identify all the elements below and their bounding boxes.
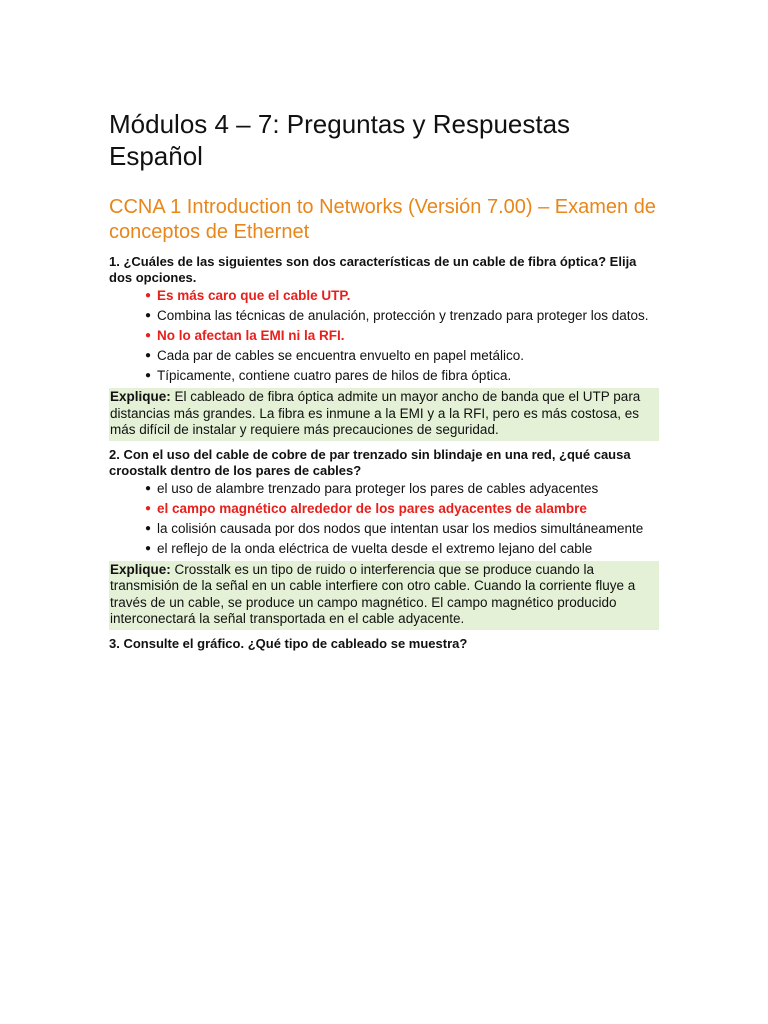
option-item (109, 288, 659, 304)
option-text: Combina las técnicas de anulación, protección y trenzado para proteger los datos. (157, 308, 649, 323)
option-text: el uso de alambre trenzado para proteger los pares de cables adyacentes (157, 480, 599, 496)
option-item (109, 308, 659, 324)
option-item (109, 328, 659, 344)
question-2-text: 2. Con el uso del cable de cobre de par trenzado sin blindaje en una red, ¿qué causa croostalk dentro de los pares de cables? (109, 446, 631, 478)
question-2-options (109, 481, 659, 557)
question-block-2 (109, 447, 659, 630)
bullet-icon: ● (145, 290, 152, 301)
bullet-icon: ● (145, 502, 152, 514)
option-item (109, 541, 659, 557)
question-1-text: 1. ¿Cuáles de las siguientes son dos características de un cable de fibra óptica? Elija dos opciones. (109, 254, 637, 285)
bullet-icon: ● (145, 542, 152, 554)
page-title: Módulos 4 – 7: Preguntas y Respuestas Español (109, 109, 571, 171)
option-text: Es más caro que el cable UTP. (157, 288, 351, 303)
option-item (109, 348, 659, 364)
question-block-1 (109, 254, 659, 441)
question-block-3 (109, 636, 659, 652)
option-text: el reflejo de la onda eléctrica de vuelta desde el extremo lejano del cable (157, 540, 593, 556)
bullet-icon: ● (145, 522, 152, 534)
explanation-box-2 (109, 561, 659, 630)
question-3-text: 3. Consulte el gráfico. ¿Qué tipo de cableado se muestra? (109, 635, 468, 651)
bullet-icon: ● (145, 310, 152, 321)
question-1-options (109, 288, 659, 384)
bullet-icon: ● (145, 482, 152, 494)
explanation-label: Explique: (110, 561, 171, 577)
explanation-text: Crosstalk es un tipo de ruido o interferencia que se produce cuando la transmisión de la señal en un cable interfiere con otro cable. Cuando la corriente fluye a través de un cable, se produce un campo magnético. El campo magnético producido interconectará la señal transportada en el cable adyacente. (110, 561, 636, 626)
option-text: Cada par de cables se encuentra envuelto en papel metálico. (157, 348, 524, 363)
explanation-box-1 (109, 388, 659, 441)
option-text: No lo afectan la EMI ni la RFI. (157, 328, 345, 343)
page-subtitle: CCNA 1 Introduction to Networks (Versión 7.00) – Examen de conceptos de Ethernet (109, 196, 656, 243)
bullet-icon: ● (145, 370, 152, 381)
option-text: la colisión causada por dos nodos que intentan usar los medios simultáneamente (157, 520, 644, 536)
explanation-text: El cableado de fibra óptica admite un mayor ancho de banda que el UTP para distancias más grandes. La fibra es inmune a la EMI y a la RFI, pero es más costosa, es más difícil de instalar y requiere más precauciones de seguridad. (110, 389, 641, 437)
option-text: Típicamente, contiene cuatro pares de hilos de fibra óptica. (157, 368, 512, 383)
option-item (109, 481, 659, 497)
option-text: el campo magnético alrededor de los pares adyacentes de alambre (157, 500, 587, 516)
bullet-icon: ● (145, 330, 152, 341)
option-item (109, 501, 659, 517)
bullet-icon: ● (145, 350, 152, 361)
option-item (109, 521, 659, 537)
option-item (109, 368, 659, 384)
explanation-label: Explique: (110, 389, 171, 404)
questions-content (109, 254, 659, 652)
